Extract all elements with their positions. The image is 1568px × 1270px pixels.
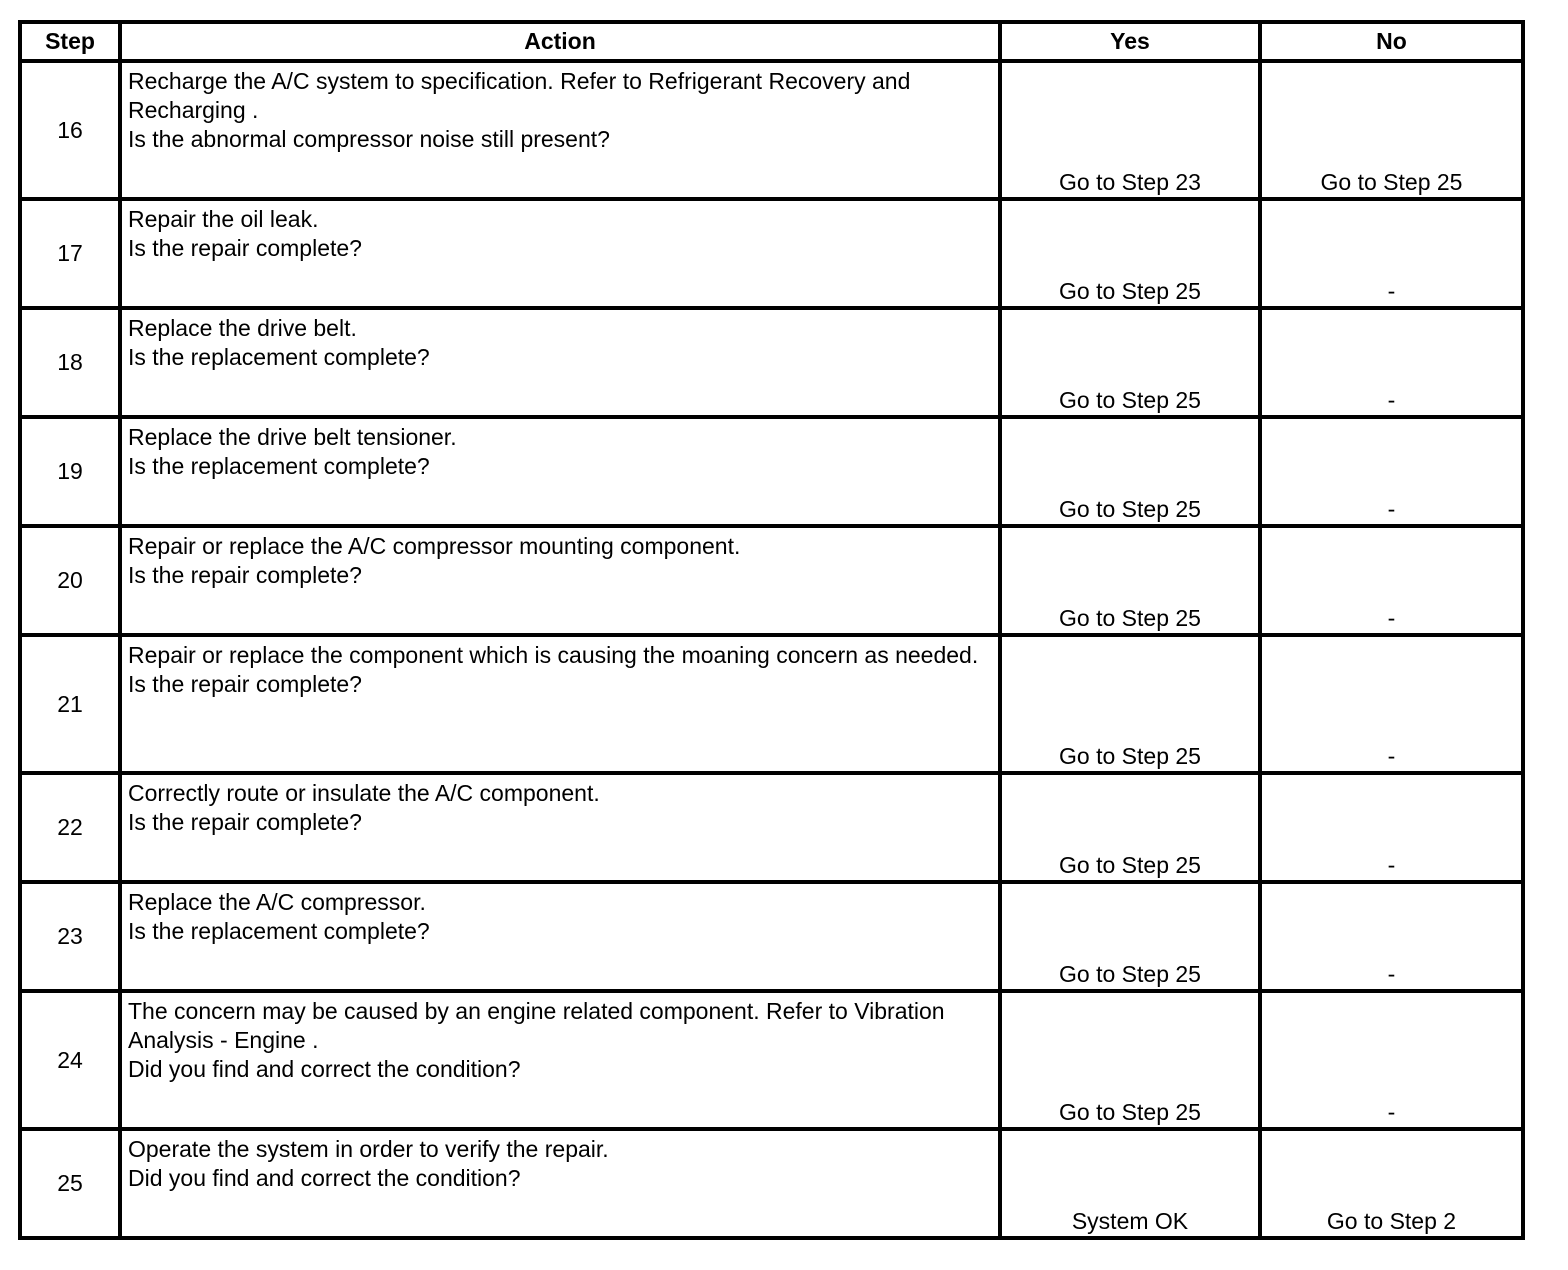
action-cell: [120, 61, 1000, 199]
question-text: Is the replacement complete?: [128, 453, 430, 479]
action-text: Repair or replace the component which is causing the moaning concern as needed.: [128, 642, 979, 668]
diagnostic-table: [18, 20, 1525, 1240]
question-text: Did you find and correct the condition?: [128, 1165, 521, 1191]
yes-result: Go to Step 23: [1000, 61, 1260, 199]
step-number: 18: [20, 308, 120, 417]
yes-result: Go to Step 25: [1000, 526, 1260, 635]
action-cell: [120, 882, 1000, 991]
table-row: [20, 199, 1523, 308]
step-number: 25: [20, 1129, 120, 1238]
action-cell: [120, 635, 1000, 773]
action-text: The concern may be caused by an engine related component. Refer to Vibration Analysis - Engine .: [128, 998, 945, 1053]
no-result: -: [1260, 635, 1523, 773]
table-row: [20, 417, 1523, 526]
yes-result: Go to Step 25: [1000, 991, 1260, 1129]
header-action: Action: [120, 22, 1000, 61]
step-number: 22: [20, 773, 120, 882]
question-text: Is the abnormal compressor noise still present?: [128, 126, 610, 152]
no-result: -: [1260, 773, 1523, 882]
action-cell: [120, 526, 1000, 635]
no-result: -: [1260, 526, 1523, 635]
yes-result: Go to Step 25: [1000, 882, 1260, 991]
table-row: [20, 1129, 1523, 1238]
step-number: 24: [20, 991, 120, 1129]
action-cell: [120, 1129, 1000, 1238]
step-number: 19: [20, 417, 120, 526]
table-row: [20, 635, 1523, 773]
action-text: Replace the drive belt.: [128, 315, 357, 341]
question-text: Did you find and correct the condition?: [128, 1056, 521, 1082]
no-result: -: [1260, 417, 1523, 526]
yes-result: Go to Step 25: [1000, 635, 1260, 773]
action-cell: [120, 773, 1000, 882]
no-result: Go to Step 2: [1260, 1129, 1523, 1238]
action-text: Recharge the A/C system to specification. Refer to Refrigerant Recovery and Recharging .: [128, 68, 911, 123]
yes-result: Go to Step 25: [1000, 773, 1260, 882]
no-result: -: [1260, 199, 1523, 308]
table-row: [20, 61, 1523, 199]
table-row: [20, 882, 1523, 991]
header-no: No: [1260, 22, 1523, 61]
action-cell: [120, 991, 1000, 1129]
yes-result: Go to Step 25: [1000, 417, 1260, 526]
action-cell: [120, 417, 1000, 526]
header-row: [20, 22, 1523, 61]
step-number: 23: [20, 882, 120, 991]
question-text: Is the repair complete?: [128, 671, 362, 697]
table-row: [20, 526, 1523, 635]
action-text: Correctly route or insulate the A/C component.: [128, 780, 600, 806]
question-text: Is the repair complete?: [128, 235, 362, 261]
yes-result: Go to Step 25: [1000, 199, 1260, 308]
step-number: 16: [20, 61, 120, 199]
action-cell: [120, 199, 1000, 308]
step-number: 21: [20, 635, 120, 773]
table-row: [20, 308, 1523, 417]
header-step: Step: [20, 22, 120, 61]
yes-result: Go to Step 25: [1000, 308, 1260, 417]
action-text: Repair or replace the A/C compressor mounting component.: [128, 533, 741, 559]
action-cell: [120, 308, 1000, 417]
question-text: Is the repair complete?: [128, 562, 362, 588]
header-yes: Yes: [1000, 22, 1260, 61]
no-result: -: [1260, 308, 1523, 417]
table-row: [20, 991, 1523, 1129]
action-text: Operate the system in order to verify the repair.: [128, 1136, 609, 1162]
no-result: -: [1260, 882, 1523, 991]
question-text: Is the replacement complete?: [128, 918, 430, 944]
no-result: Go to Step 25: [1260, 61, 1523, 199]
question-text: Is the repair complete?: [128, 809, 362, 835]
yes-result: System OK: [1000, 1129, 1260, 1238]
action-text: Replace the A/C compressor.: [128, 889, 426, 915]
no-result: -: [1260, 991, 1523, 1129]
action-text: Repair the oil leak.: [128, 206, 319, 232]
step-number: 20: [20, 526, 120, 635]
question-text: Is the replacement complete?: [128, 344, 430, 370]
table-row: [20, 773, 1523, 882]
action-text: Replace the drive belt tensioner.: [128, 424, 457, 450]
step-number: 17: [20, 199, 120, 308]
